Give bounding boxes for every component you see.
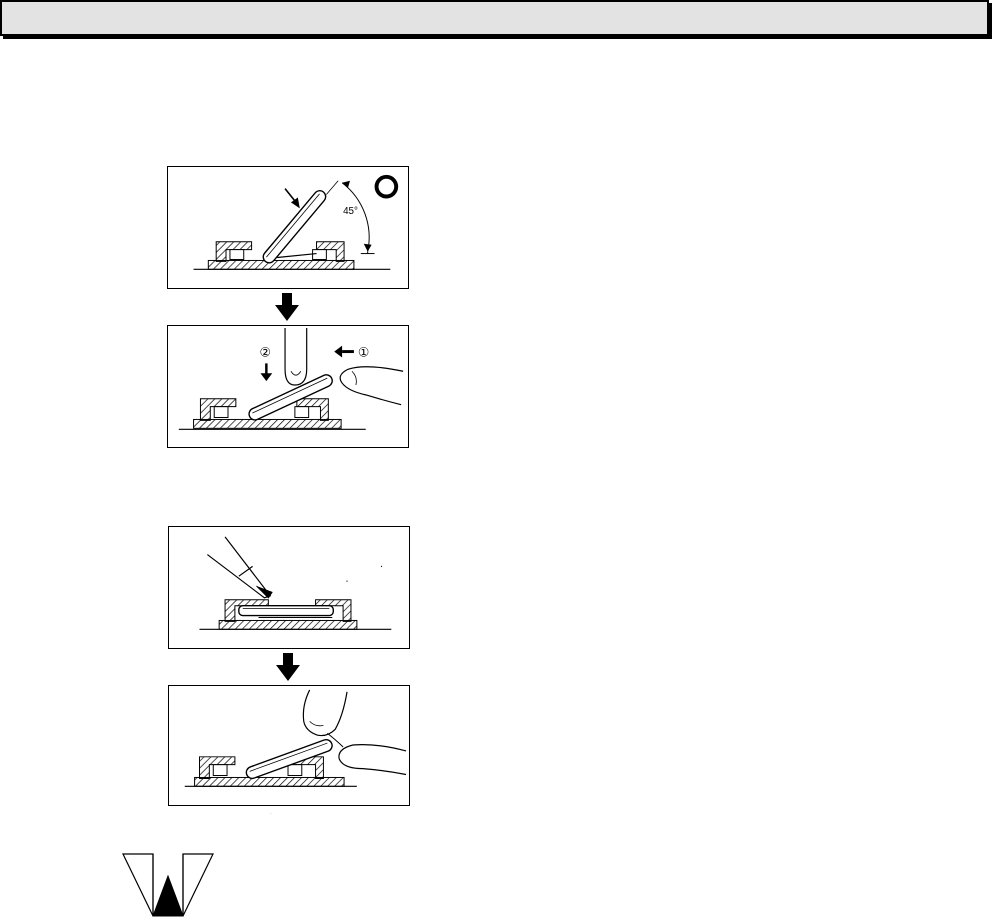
finger-press-illustration [168,326,408,447]
down-arrow-icon [275,293,299,321]
triangle-navigation[interactable] [121,852,215,919]
remove-step-pry-panel [168,526,410,649]
stray-mark: · [270,811,272,817]
down-arrow-icon [276,653,300,681]
step-2-marker: ② [259,345,271,361]
circle-ok-icon [377,177,397,197]
header-bar [0,0,989,36]
battery-pry-illustration [169,527,409,648]
install-step-press-panel [167,325,409,448]
battery-lift-illustration [169,686,409,805]
remove-step-lift-panel [168,685,410,806]
install-step-insert-panel [167,166,409,289]
battery-insert-illustration [168,167,408,288]
triangle-navigation-icon [121,852,215,919]
step-1-marker: ① [357,345,370,361]
angle-label: 45° [343,206,358,218]
